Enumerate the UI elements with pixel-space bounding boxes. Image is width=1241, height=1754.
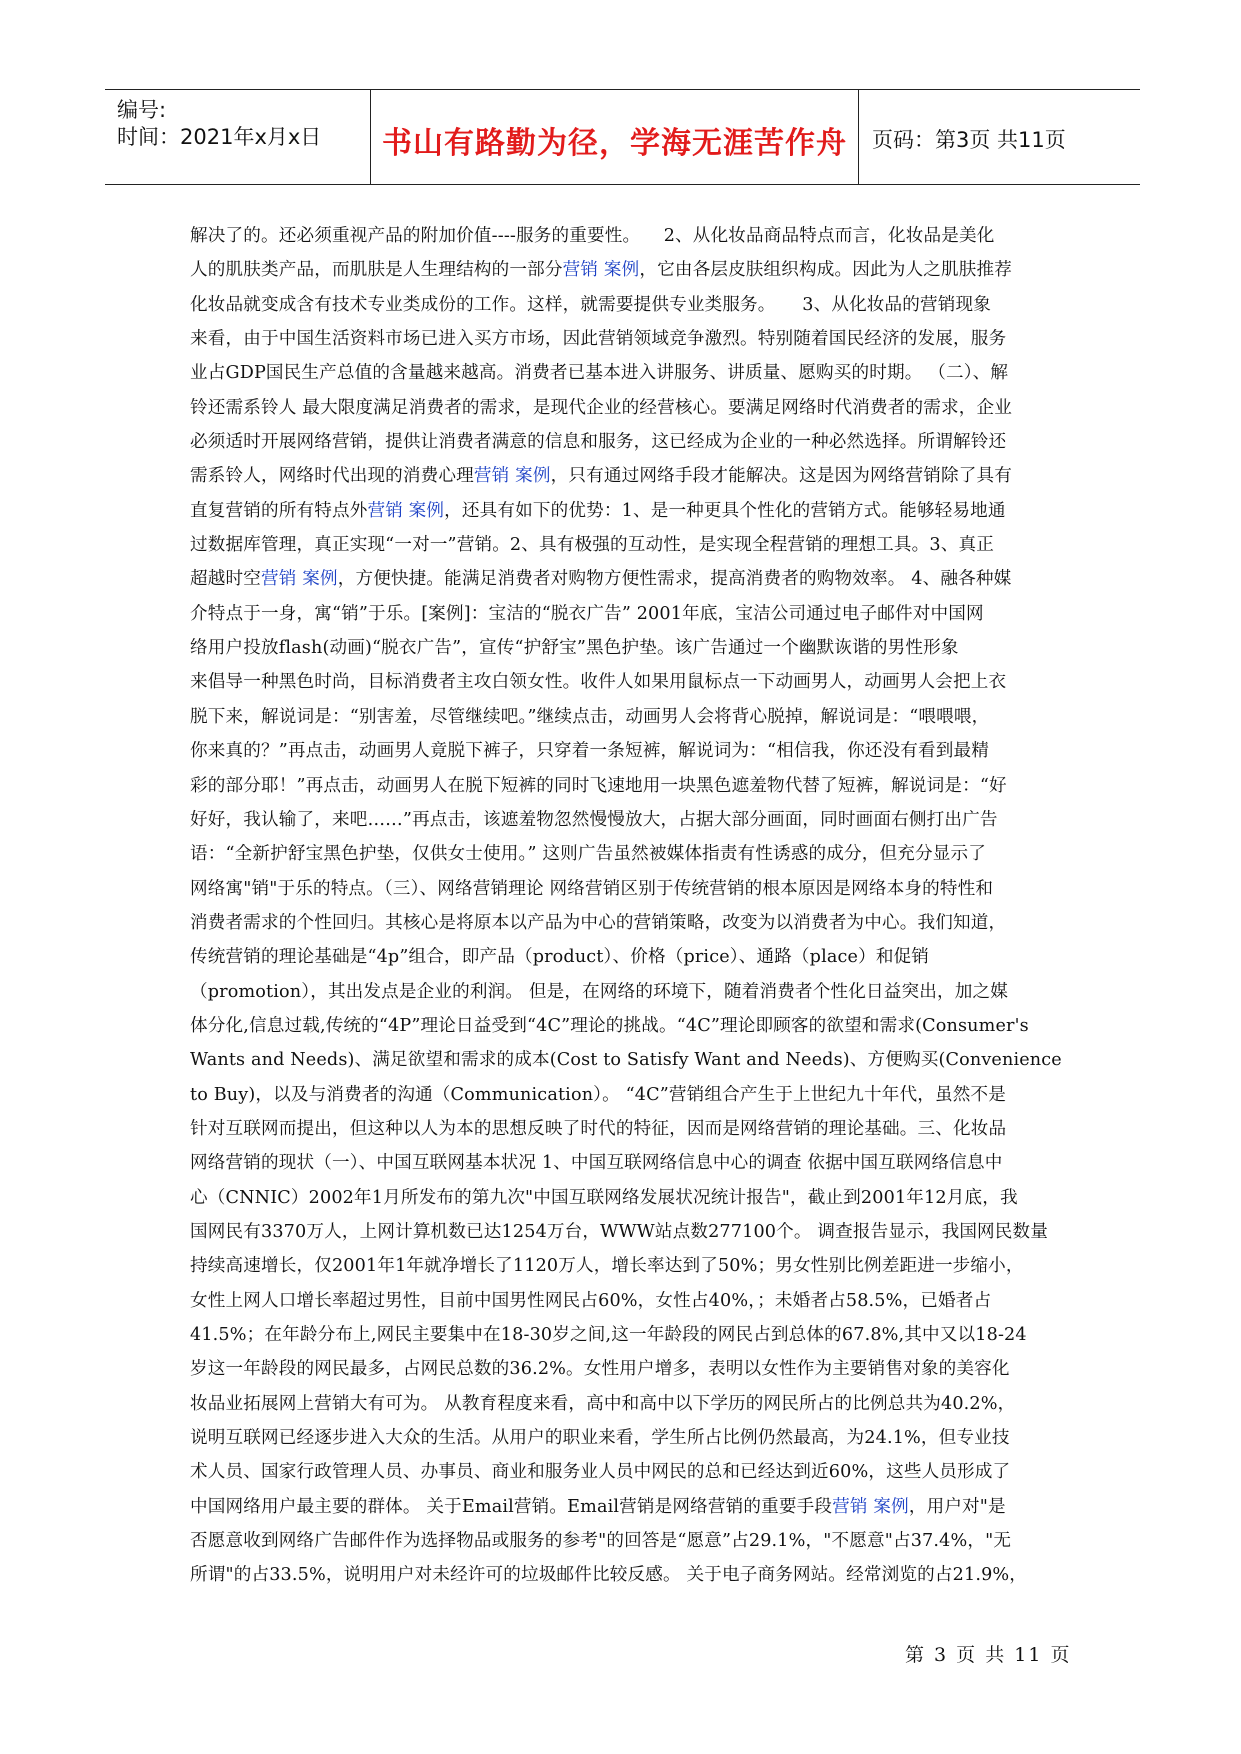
body-text-segment: 需系铃人，网络时代出现的消费心理 <box>190 466 474 487</box>
document-number-label: 编号: <box>117 98 167 122</box>
body-text-segment: 来看，由于中国生活资料市场已进入买方市场，因此营销领域竞争激烈。特别随着国民经济的发展，服务 <box>190 329 1007 350</box>
body-line <box>190 322 1060 356</box>
body-text-segment: 介特点于一身，寓“销”于乐。[案例]：宝洁的“脱衣广告” 2001年底，宝洁公司通过电子邮件对中国网 <box>190 603 984 624</box>
body-text-segment: 女性上网人口增长率超过男性，目前中国男性网民占60%，女性占40%，；未婚者占58.5%，已婚者占 <box>190 1290 992 1311</box>
body-text-segment: 络用户投放flash(动画)“脱衣广告”，宣传“护舒宝”黑色护垫。该广告通过一个幽默诙谐的男性形象 <box>190 638 959 659</box>
body-text-segment: 心（CNNIC）2002年1月所发布的第九次"中国互联网络发展状况统计报告"，截止到2001年12月底，我 <box>190 1187 1018 1208</box>
body-text-segment: 业占GDP国民生产总值的含量越来越高。消费者已基本进入讲服务、讲质量、愿购买的时期。 （二）、解 <box>190 363 1009 384</box>
body-text-segment: 否愿意收到网络广告邮件作为选择物品或服务的参考"的回答是“愿意”占29.1%，"不愿意"占37.4%，"无 <box>190 1531 1012 1552</box>
body-text-segment: 消费者需求的个性回归。其核心是将原本以产品为中心的营销策略，改变为以消费者为中心。我们知道， <box>190 912 1007 933</box>
body-text-segment: （promotion），其出发点是企业的利润。 但是，在网络的环境下，随着消费者个性化日益突出，加之媒 <box>190 981 1008 1002</box>
document-time-label: 时间：2021年x月x日 <box>117 125 322 149</box>
body-text-segment: ，只有通过网络手段才能解决。这是因为网络营销除了具有 <box>550 466 1012 487</box>
body-text-segment: 超越时空 <box>190 569 261 590</box>
body-text-segment: 国网民有3370万人，上网计算机数已达1254万台，WWW站点数277100个。 调查报告显示，我国网民数量 <box>190 1221 1049 1242</box>
body-line <box>190 940 1060 974</box>
keyword-link[interactable]: 营销 案例 <box>832 1496 909 1517</box>
body-line <box>190 1249 1060 1283</box>
body-line <box>190 1455 1060 1489</box>
header-page-number: 页码：第3页 共11页 <box>872 128 1066 152</box>
body-line <box>190 1352 1060 1386</box>
body-text-segment: 脱下来，解说词是：“别害羞，尽管继续吧。”继续点击，动画男人会将背心脱掉，解说词是：“喂喂喂， <box>190 706 990 727</box>
body-text-segment: 好好，我认输了，来吧……”再点击，该遮羞物忽然慢慢放大，占据大部分画面，同时画面右侧打出广告 <box>190 809 998 830</box>
body-text-segment: ，还具有如下的优势：1、是一种更具个性化的营销方式。能够轻易地通 <box>444 500 1006 521</box>
body-line <box>190 631 1060 665</box>
body-line <box>190 872 1060 906</box>
body-text-segment: 妆品业拓展网上营销大有可为。 从教育程度来看，高中和高中以下学历的网民所占的比例总共为40.2%， <box>190 1393 1016 1414</box>
keyword-link[interactable]: 营销 案例 <box>367 500 445 521</box>
body-line <box>190 837 1060 871</box>
body-text-segment: Wants and Needs)、满足欲望和需求的成本(Cost to Satisfy Want and Needs)、方便购买(Convenience <box>190 1050 1062 1071</box>
body-line <box>190 906 1060 940</box>
body-text-segment: to Buy)，以及与消费者的沟通（Communication）。 “4C”营销组合产生于上世纪九十年代，虽然不是 <box>190 1084 1006 1105</box>
body-line <box>190 1284 1060 1318</box>
body-text-segment: 直复营销的所有特点外 <box>190 500 368 521</box>
body-text-segment: 语：“全新护舒宝黑色护垫，仅供女士使用。” 这则广告虽然被媒体指责有性诱惑的成分，但充分显示了 <box>190 844 986 865</box>
body-line <box>190 356 1060 390</box>
body-text-segment: 针对互联网而提出，但这种以人为本的思想反映了时代的特征，因而是网络营销的理论基础。三、化妆品 <box>190 1118 1007 1139</box>
body-text-segment: ，它由各层皮肤组织构成。因此为人之肌肤推荐 <box>639 260 1012 281</box>
body-text-segment: 网络寓"销"于乐的特点。（三）、网络营销理论 网络营销区别于传统营销的根本原因是网络本身的特性和 <box>190 878 994 899</box>
body-line <box>190 1009 1060 1043</box>
header-motto: 书山有路勤为径，学海无涯苦作舟 <box>382 126 847 161</box>
body-line <box>190 1078 1060 1112</box>
body-line <box>190 459 1060 493</box>
body-text-segment: 体分化,信息过载,传统的“4P”理论日益受到“4C”理论的挑战。“4C”理论即顾客的欲望和需求(Consumer's <box>190 1015 1029 1036</box>
body-line <box>190 803 1060 837</box>
body-line <box>190 975 1060 1009</box>
body-line <box>190 562 1060 596</box>
body-line <box>190 1490 1060 1524</box>
body-text-segment: 岁这一年龄段的网民最多，占网民总数的36.2%。女性用户增多，表明以女性作为主要销售对象的美容化 <box>190 1359 1010 1380</box>
body-text-segment: 你来真的？”再点击，动画男人竟脱下裤子，只穿着一条短裤，解说词为：“相信我，你还没有看到最精 <box>190 741 990 762</box>
body-text-segment: 解决了的。还必须重视产品的附加价值----服务的重要性。 2、从化妆品商品特点而言，化妆品是美化 <box>190 226 995 246</box>
body-line <box>190 597 1060 631</box>
body-text-segment: 说明互联网已经逐步进入大众的生活。从用户的职业来看，学生所占比例仍然最高，为24.1%，但专业技 <box>190 1428 1010 1449</box>
body-line <box>190 528 1060 562</box>
header-middle-cell <box>371 90 859 184</box>
body-line <box>190 253 1060 287</box>
body-line <box>190 1387 1060 1421</box>
body-line <box>190 1215 1060 1249</box>
body-text-segment: 化妆品就变成含有技术专业类成份的工作。这样，就需要提供专业类服务。 3、从化妆品的营销现象 <box>190 294 992 315</box>
body-line <box>190 219 1060 253</box>
document-body <box>190 219 1060 1593</box>
body-text-segment: 来倡导一种黑色时尚，目标消费者主攻白领女性。收件人如果用鼠标点一下动画男人，动画男人会把上衣 <box>190 672 1007 693</box>
body-text-segment: ，用户对"是 <box>908 1496 1006 1517</box>
body-line <box>190 1421 1060 1455</box>
body-line <box>190 391 1060 425</box>
header-right-cell <box>860 90 1140 184</box>
body-line <box>190 1146 1060 1180</box>
footer-page-number: 第 3 页 共 11 页 <box>905 1644 1072 1666</box>
body-line <box>190 769 1060 803</box>
body-text-segment: 中国网络用户最主要的群体。 关于Email营销。Email营销是网络营销的重要手段 <box>190 1496 833 1517</box>
body-text-segment: 所谓"的占33.5%，说明用户对未经许可的垃圾邮件比较反感。 关于电子商务网站。经常浏览的占21.9%， <box>190 1565 1028 1586</box>
keyword-link[interactable]: 营销 案例 <box>473 466 551 487</box>
body-line <box>190 494 1060 528</box>
body-line <box>190 288 1060 322</box>
body-text-segment: 人的肌肤类产品，而肌肤是人生理结构的一部分 <box>190 260 563 281</box>
body-line <box>190 665 1060 699</box>
keyword-link[interactable]: 营销 案例 <box>260 569 338 590</box>
body-text-segment: 彩的部分耶！”再点击，动画男人在脱下短裤的同时飞速地用一块黑色遮羞物代替了短裤，解说词是：“好 <box>190 775 1007 796</box>
body-text-segment: 网络营销的现状（一）、中国互联网基本状况 1、中国互联网络信息中心的调查 依据中国互联网络信息中 <box>190 1153 1003 1174</box>
header-left-cell <box>105 90 371 184</box>
body-line <box>190 734 1060 768</box>
body-line <box>190 1043 1060 1077</box>
body-text-segment: 过数据库管理，真正实现“一对一”营销。2、具有极强的互动性，是实现全程营销的理想工具。3、真正 <box>190 535 994 556</box>
body-line <box>190 1558 1060 1592</box>
body-text-segment: 41.5%；在年龄分布上,网民主要集中在18-30岁之间,这一年龄段的网民占到总体的67.8%,其中又以18-24 <box>190 1325 1027 1345</box>
body-line <box>190 1181 1060 1215</box>
body-text-segment: 必须适时开展网络营销，提供让消费者满意的信息和服务，这已经成为企业的一种必然选择。所谓解铃还 <box>190 432 1007 453</box>
page-header <box>105 89 1140 185</box>
body-line <box>190 700 1060 734</box>
body-text-segment: ，方便快捷。能满足消费者对购物方便性需求，提高消费者的购物效率。 4、融各种媒 <box>337 569 1012 590</box>
body-text-segment: 铃还需系铃人 最大限度满足消费者的需求，是现代企业的经营核心。要满足网络时代消费者的需求，企业 <box>190 397 1012 418</box>
keyword-link[interactable]: 营销 案例 <box>562 260 640 281</box>
body-text-segment: 持续高速增长，仅2001年1年就净增长了1120万人，增长率达到了50%；男女性别比例差距进一步缩小， <box>190 1256 1024 1277</box>
body-text-segment: 传统营销的理论基础是“4p”组合，即产品（product）、价格（price）、通路（place）和促销 <box>190 947 930 968</box>
body-line <box>190 425 1060 459</box>
body-line <box>190 1524 1060 1558</box>
body-text-segment: 术人员、国家行政管理人员、办事员、商业和服务业人员中网民的总和已经达到近60%，这些人员形成了 <box>190 1462 1011 1483</box>
body-line <box>190 1318 1060 1352</box>
body-line <box>190 1112 1060 1146</box>
